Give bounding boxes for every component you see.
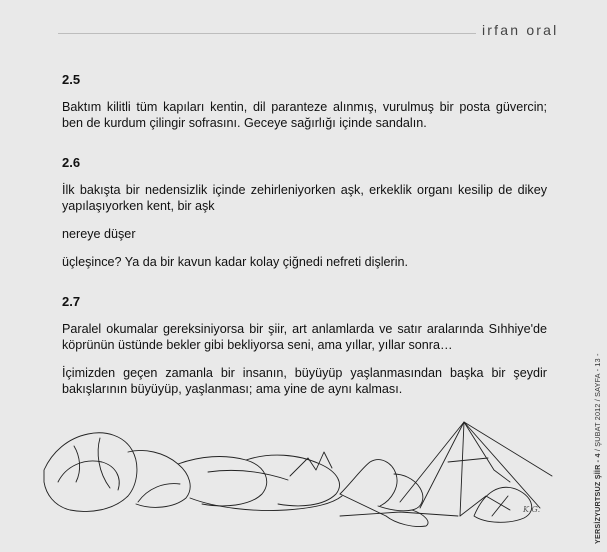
paragraph: üçleşince? Ya da bir kavun kadar kolay çiğnedi nefreti dişlerin.: [62, 255, 409, 269]
poem-content: [62, 72, 547, 397]
footer-text: [593, 353, 602, 544]
artist-signature: K.G.: [523, 505, 541, 514]
section-2-6: [62, 155, 547, 270]
section-number: 2.5: [62, 72, 81, 87]
paragraph: Paralel okumalar gereksiniyorsa bir şiir, art anlamlarda ve satır aralarında Sıhhiye'de köprünün üstünde bekler gibi bekliyorsa seni, ama yıllar, yıllar sonra…: [62, 322, 547, 352]
page-footer-vertical: [580, 326, 600, 546]
paragraph: İlk bakışta bir nedensizlik içinde zehirleniyorken aşk, erkeklik organı kesilip de dikey yapılaşıyorken kent, bir aşk: [62, 183, 547, 213]
section-number: 2.6: [62, 155, 81, 170]
author-name: irfan oral: [482, 22, 559, 38]
section-2-7: [62, 294, 547, 397]
paragraph: Baktım kilitli tüm kapıları kentin, dil paranteze alınmış, vurulmuş bir posta güvercin; ben de kurdum çilingir sofrasını. Geceye sağırlığı içinde sandalın.: [62, 100, 547, 130]
issue-number: - 4: [593, 451, 602, 465]
section-2-5: [62, 72, 547, 131]
header-rule: [58, 33, 476, 34]
section-number: 2.7: [62, 294, 81, 309]
line-drawing-illustration: [40, 412, 560, 528]
page-number: / SAYFA - 13 -: [593, 353, 602, 402]
issue-date: / ŞUBAT 2012: [593, 401, 602, 452]
paragraph: İçimizden geçen zamanla bir insanın, büyüyüp yaşlanmasından başka bir şeydir bakışlarının büyüyüp, yaşlanması; ama yine de aynı kalması.: [62, 366, 547, 396]
paragraph: nereye düşer: [62, 227, 136, 241]
magazine-name: YERSİZYURTSUZ ŞİİR: [593, 464, 602, 544]
